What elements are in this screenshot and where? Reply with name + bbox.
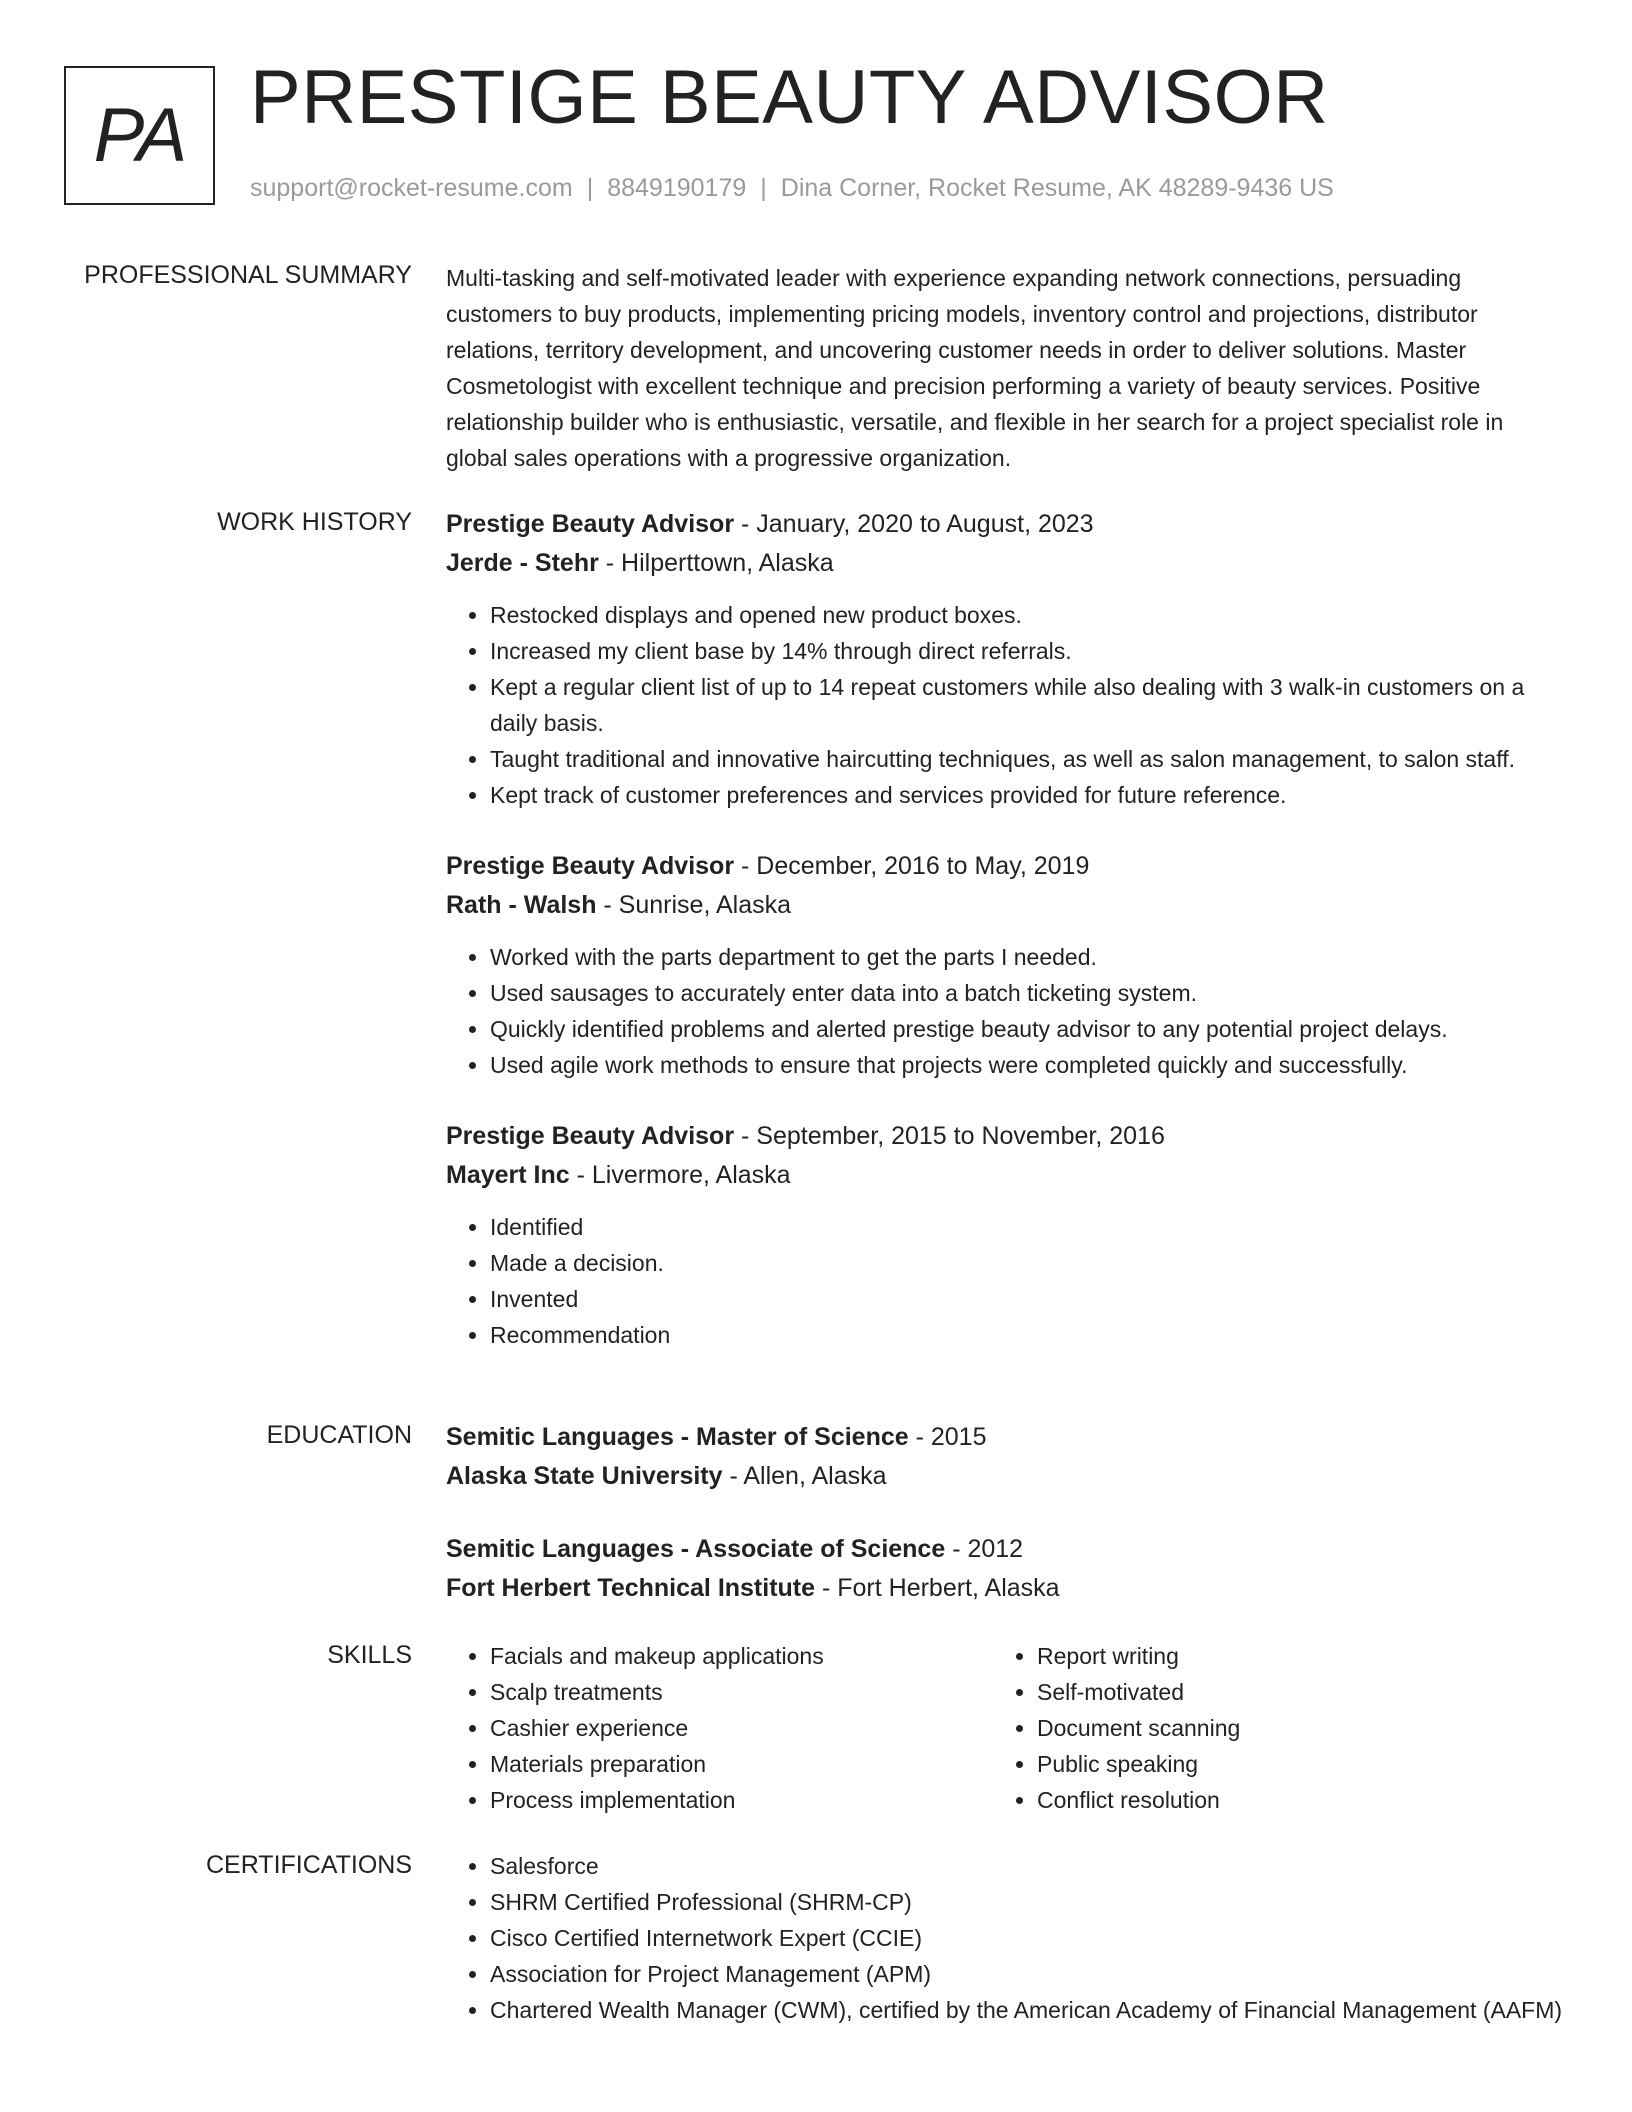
section-label-education: EDUCATION [266, 1421, 412, 1449]
degree-line [446, 1530, 1566, 1569]
job-bullets [446, 1209, 1566, 1353]
job-bullets [446, 939, 1566, 1083]
skill-item: • Document scanning [1037, 1710, 1540, 1746]
contact-address: Dina Corner, Rocket Resume, AK 48289-9436 US [780, 174, 1334, 202]
job-title: Prestige Beauty Advisor [446, 1122, 735, 1150]
skill-item: • Scalp treatments [490, 1674, 993, 1710]
job-title-line [446, 847, 1566, 886]
job-location: - Livermore, Alaska [569, 1161, 791, 1189]
summary-text: Multi-tasking and self-motivated leader with experience expanding network connections, persuading customers to buy products, implementing pricing models, inventory control and projections, distributor relations, territory development, and uncovering customer needs in order to deliver solutions. Master Cosmetologist with excellent technique and precision performing a variety of beauty services. Positive relationship builder who is enthusiastic, versatile, and flexible in her search for a project specialist role in global sales operations with a progressive organization. [446, 265, 1504, 471]
certification-item: • SHRM Certified Professional (SHRM-CP) [490, 1884, 1566, 1920]
job-entry [446, 1117, 1566, 1353]
job-location: - Hilperttown, Alaska [598, 549, 834, 577]
monogram-logo: PA [64, 66, 215, 205]
job-dates: - September, 2015 to November, 2016 [734, 1122, 1165, 1150]
certifications-content [446, 1848, 1566, 2028]
degree: Semitic Languages - Associate of Science [446, 1535, 946, 1563]
job-company-line [446, 544, 1566, 583]
degree-line [446, 1418, 1566, 1457]
skill-item: • Conflict resolution [1037, 1782, 1540, 1818]
work-history-content [446, 505, 1566, 1387]
job-title: Prestige Beauty Advisor [446, 510, 735, 538]
skills-content [446, 1638, 1566, 1818]
job-entry [446, 847, 1566, 1083]
job-bullet: • Taught traditional and innovative haircutting techniques, as well as salon management, to salon staff. [490, 741, 1566, 777]
contact-email[interactable]: support@rocket-resume.com [250, 174, 573, 202]
certification-item: • Chartered Wealth Manager (CWM), certified by the American Academy of Financial Management (AAFM) [490, 1992, 1566, 2028]
job-location: - Sunrise, Alaska [596, 891, 791, 919]
school-location: - Fort Herbert, Alaska [815, 1574, 1060, 1602]
job-company-line [446, 1156, 1566, 1195]
job-company: Mayert Inc [446, 1161, 570, 1189]
contact-line [250, 174, 1334, 203]
degree: Semitic Languages - Master of Science [446, 1423, 909, 1451]
job-title-line [446, 1117, 1566, 1156]
skills-column-left [446, 1638, 993, 1818]
job-bullets [446, 597, 1566, 813]
school: Fort Herbert Technical Institute [446, 1574, 816, 1602]
job-bullet: • Kept a regular client list of up to 14 repeat customers while also dealing with 3 walk-in customers on a daily basis. [490, 669, 1566, 741]
degree-year: - 2015 [908, 1423, 987, 1451]
education-entry [446, 1530, 1566, 1608]
contact-phone[interactable]: 8849190179 [607, 174, 747, 202]
skill-item: • Process implementation [490, 1782, 993, 1818]
job-company: Rath - Walsh [446, 891, 597, 919]
job-dates: - January, 2020 to August, 2023 [734, 510, 1094, 538]
contact-separator: | [586, 174, 594, 202]
job-bullet: • Increased my client base by 14% through direct referrals. [490, 633, 1566, 669]
job-company-line [446, 886, 1566, 925]
section-label-skills: SKILLS [327, 1641, 412, 1669]
job-entry [446, 505, 1566, 813]
resume-name: PRESTIGE BEAUTY ADVISOR [250, 55, 1329, 140]
education-content [446, 1418, 1566, 1642]
skills-column-right [993, 1638, 1540, 1818]
skill-item: • Cashier experience [490, 1710, 993, 1746]
school-line [446, 1457, 1566, 1496]
job-bullet: • Kept track of customer preferences and services provided for future reference. [490, 777, 1566, 813]
job-bullet: • Restocked displays and opened new product boxes. [490, 597, 1566, 633]
job-bullet: • Identified [490, 1209, 1566, 1245]
job-title: Prestige Beauty Advisor [446, 852, 735, 880]
job-company: Jerde - Stehr [446, 549, 599, 577]
job-bullet: • Used sausages to accurately enter data into a batch ticketing system. [490, 975, 1566, 1011]
education-entry [446, 1418, 1566, 1496]
section-label-certifications: CERTIFICATIONS [205, 1851, 412, 1879]
school-location: - Allen, Alaska [722, 1462, 887, 1490]
job-bullet: • Worked with the parts department to get the parts I needed. [490, 939, 1566, 975]
skill-item: • Materials preparation [490, 1746, 993, 1782]
section-label-work-history: WORK HISTORY [217, 508, 412, 536]
school: Alaska State University [446, 1462, 723, 1490]
job-dates: - December, 2016 to May, 2019 [734, 852, 1090, 880]
section-label-summary: PROFESSIONAL SUMMARY [84, 261, 412, 289]
degree-year: - 2012 [945, 1535, 1024, 1563]
certifications-list [446, 1848, 1566, 2028]
job-bullet: • Recommendation [490, 1317, 1566, 1353]
school-line [446, 1569, 1566, 1608]
certification-item: • Association for Project Management (APM) [490, 1956, 1566, 1992]
job-bullet: • Used agile work methods to ensure that projects were completed quickly and successfully. [490, 1047, 1566, 1083]
job-bullet: • Made a decision. [490, 1245, 1566, 1281]
skill-item: • Report writing [1037, 1638, 1540, 1674]
job-bullet: • Quickly identified problems and alerted prestige beauty advisor to any potential project delays. [490, 1011, 1566, 1047]
certification-item: • Cisco Certified Internetwork Expert (CCIE) [490, 1920, 1566, 1956]
skill-item: • Public speaking [1037, 1746, 1540, 1782]
certification-item: • Salesforce [490, 1848, 1566, 1884]
skill-item: • Self-motivated [1037, 1674, 1540, 1710]
skill-item: • Facials and makeup applications [490, 1638, 993, 1674]
job-title-line [446, 505, 1566, 544]
job-bullet: • Invented [490, 1281, 1566, 1317]
contact-separator: | [760, 174, 767, 202]
